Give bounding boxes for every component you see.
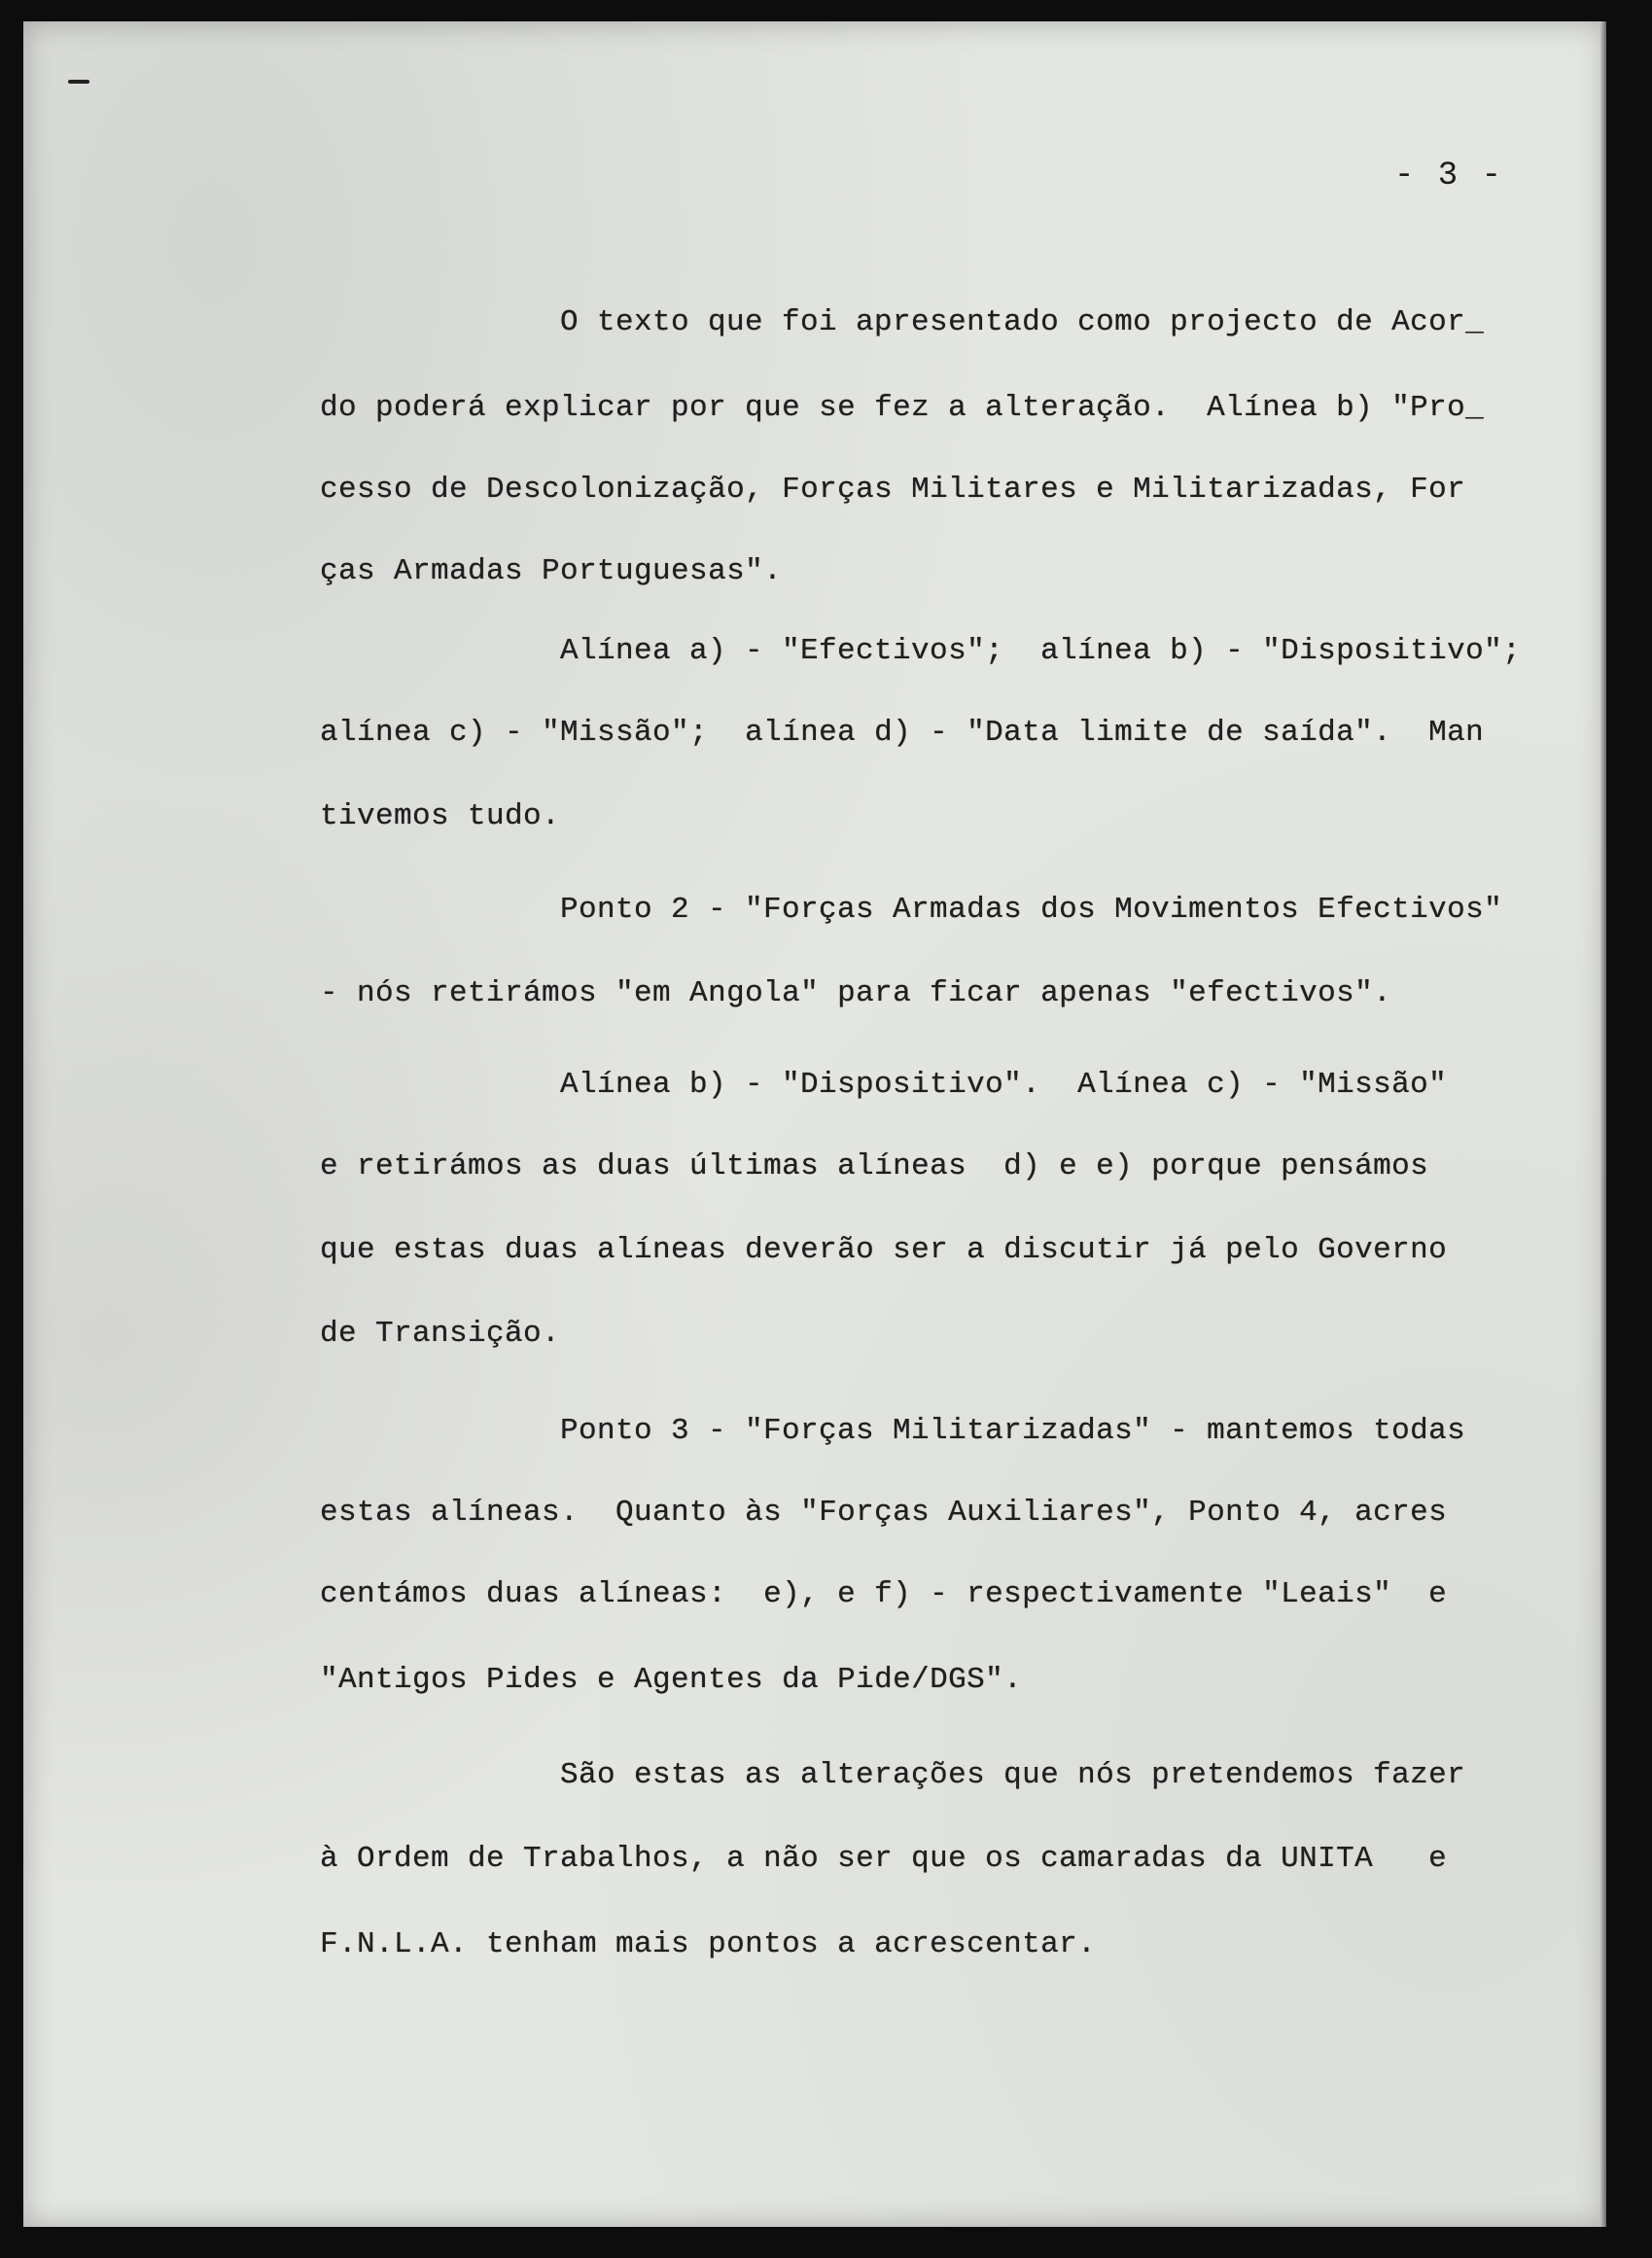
text-line: Ponto 2 - "Forças Armadas dos Movimentos Efectivos" <box>560 893 1503 927</box>
text-line: São estas as alterações que nós pretendemos fazer <box>560 1758 1466 1792</box>
document-page <box>23 21 1606 2227</box>
text-line: ças Armadas Portuguesas". <box>320 554 783 588</box>
text-line: Alínea a) - "Efectivos"; alínea b) - "Dispositivo"; <box>560 634 1522 668</box>
text-line: Alínea b) - "Dispositivo". Alínea c) - "Missão" <box>560 1068 1448 1102</box>
text-line: O texto que foi apresentado como projecto de Acor_ <box>560 305 1485 339</box>
text-line: "Antigos Pides e Agentes da Pide/DGS". <box>320 1663 1023 1697</box>
text-line: tivemos tudo. <box>320 799 561 833</box>
text-line: à Ordem de Trabalhos, a não ser que os camaradas da UNITA e <box>320 1842 1448 1876</box>
text-line: e retirámos as duas últimas alíneas d) e e) porque pensámos <box>320 1149 1429 1183</box>
text-line: - nós retirámos "em Angola" para ficar apenas "efectivos". <box>320 976 1392 1010</box>
punch-mark <box>68 80 89 84</box>
text-line: estas alíneas. Quanto às "Forças Auxiliares", Ponto 4, acres <box>320 1496 1448 1530</box>
text-line: cesso de Descolonização, Forças Militares e Militarizadas, For <box>320 473 1466 507</box>
page-edge-shadow <box>1600 21 1606 2227</box>
text-line: F.N.L.A. tenham mais pontos a acrescentar. <box>320 1927 1097 1961</box>
text-line: do poderá explicar por que se fez a alteração. Alínea b) "Pro_ <box>320 391 1485 425</box>
text-line: que estas duas alíneas deverão ser a discutir já pelo Governo <box>320 1233 1448 1267</box>
text-line: centámos duas alíneas: e), e f) - respectivamente "Leais" e <box>320 1577 1448 1611</box>
text-line: Ponto 3 - "Forças Militarizadas" - mantemos todas <box>560 1414 1466 1448</box>
page-number: - 3 - <box>1394 158 1504 194</box>
text-line: de Transição. <box>320 1317 561 1351</box>
text-line: alínea c) - "Missão"; alínea d) - "Data limite de saída". Man <box>320 716 1485 750</box>
